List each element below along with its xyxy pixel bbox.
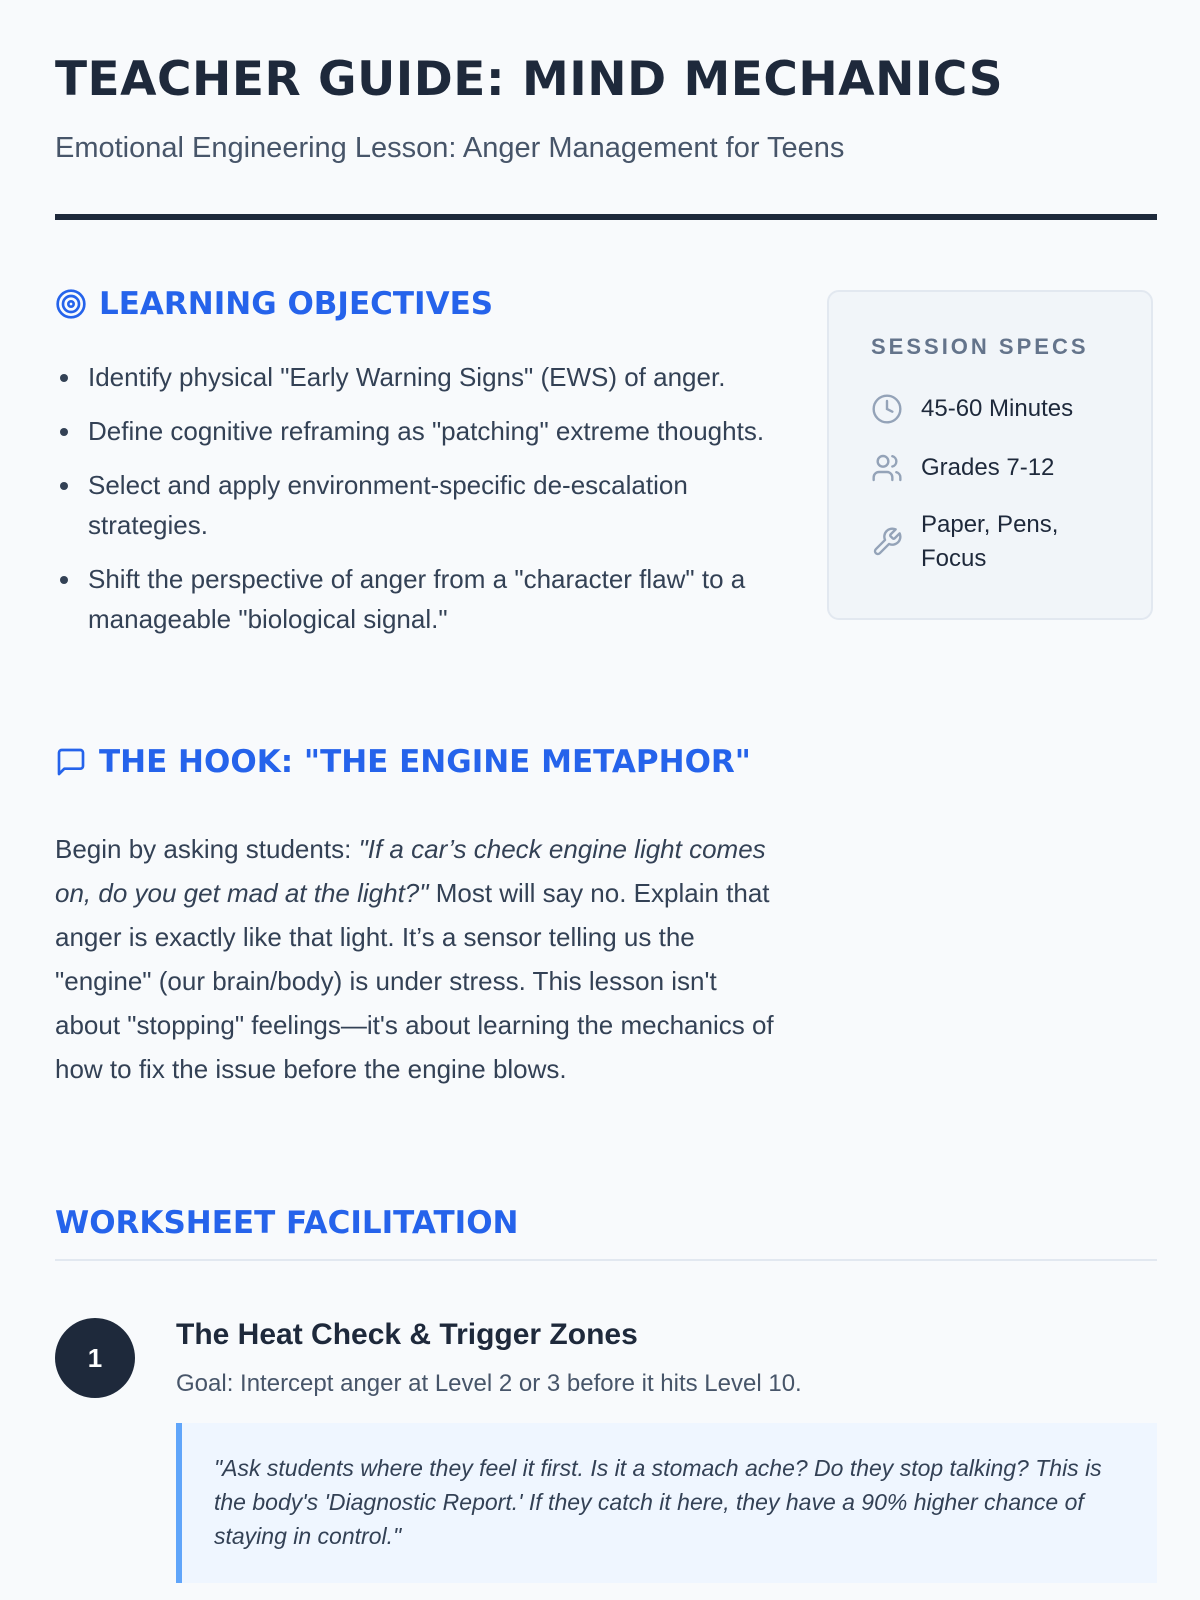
spec-grades	[871, 451, 1054, 485]
step-facilitator-quote: "Ask students where they feel it first. Is it a stomach ache? Do they stop talking? This is the body's 'Diagnostic Report.' If they catch it here, they have a 90% higher chance of staying in control."	[176, 1423, 1157, 1583]
wrench-icon	[871, 526, 903, 558]
hook-body: Most will say no. Explain that anger is exactly like that light. It’s a sensor telling us the "engine" (our brain/body) is under stress. This lesson isn't about "stopping" feelings—it's about learning the mechanics of how to fix the issue before the engine blows.	[55, 878, 774, 1084]
clock-icon	[871, 393, 903, 425]
step-goal: Goal: Intercept anger at Level 2 or 3 before it hits Level 10.	[176, 1370, 802, 1397]
hook-heading-text: THE HOOK: "THE ENGINE METAPHOR"	[99, 744, 751, 780]
worksheet-divider	[55, 1259, 1157, 1261]
session-specs-title: SESSION SPECS	[871, 334, 1089, 359]
hook-question: "If a car’s check engine light comes on, do you get mad at the light?"	[55, 834, 766, 908]
hook-heading	[55, 744, 751, 780]
objectives-list	[55, 357, 808, 653]
target-icon	[55, 288, 87, 320]
spec-materials	[871, 508, 1071, 576]
header-divider	[55, 214, 1157, 220]
message-square-icon	[55, 746, 87, 778]
page-title: TEACHER GUIDE: MIND MECHANICS	[55, 52, 1004, 107]
step-number-badge: 1	[55, 1318, 135, 1398]
objectives-heading	[55, 286, 493, 322]
list-item: Select and apply environment-specific de-escalation strategies.	[88, 465, 808, 545]
list-item: Shift the perspective of anger from a "character flaw" to a manageable "biological signal."	[88, 559, 808, 639]
hook-paragraph	[55, 827, 775, 1091]
spec-label: Paper, Pens, Focus	[921, 511, 1059, 572]
spec-label: 45-60 Minutes	[921, 395, 1074, 422]
spec-label: Grades 7-12	[921, 454, 1055, 481]
session-specs-card	[827, 290, 1153, 620]
worksheet-heading: WORKSHEET FACILITATION	[55, 1205, 519, 1241]
spec-duration	[871, 392, 1073, 426]
list-item: Define cognitive reframing as "patching" extreme thoughts.	[88, 411, 808, 451]
list-item: Identify physical "Early Warning Signs" (EWS) of anger.	[88, 357, 808, 397]
step-title: The Heat Check & Trigger Zones	[176, 1318, 638, 1351]
users-icon	[871, 452, 903, 484]
objectives-heading-text: LEARNING OBJECTIVES	[99, 286, 494, 322]
page-subtitle: Emotional Engineering Lesson: Anger Management for Teens	[55, 132, 845, 164]
hook-intro: Begin by asking students:	[55, 834, 359, 864]
